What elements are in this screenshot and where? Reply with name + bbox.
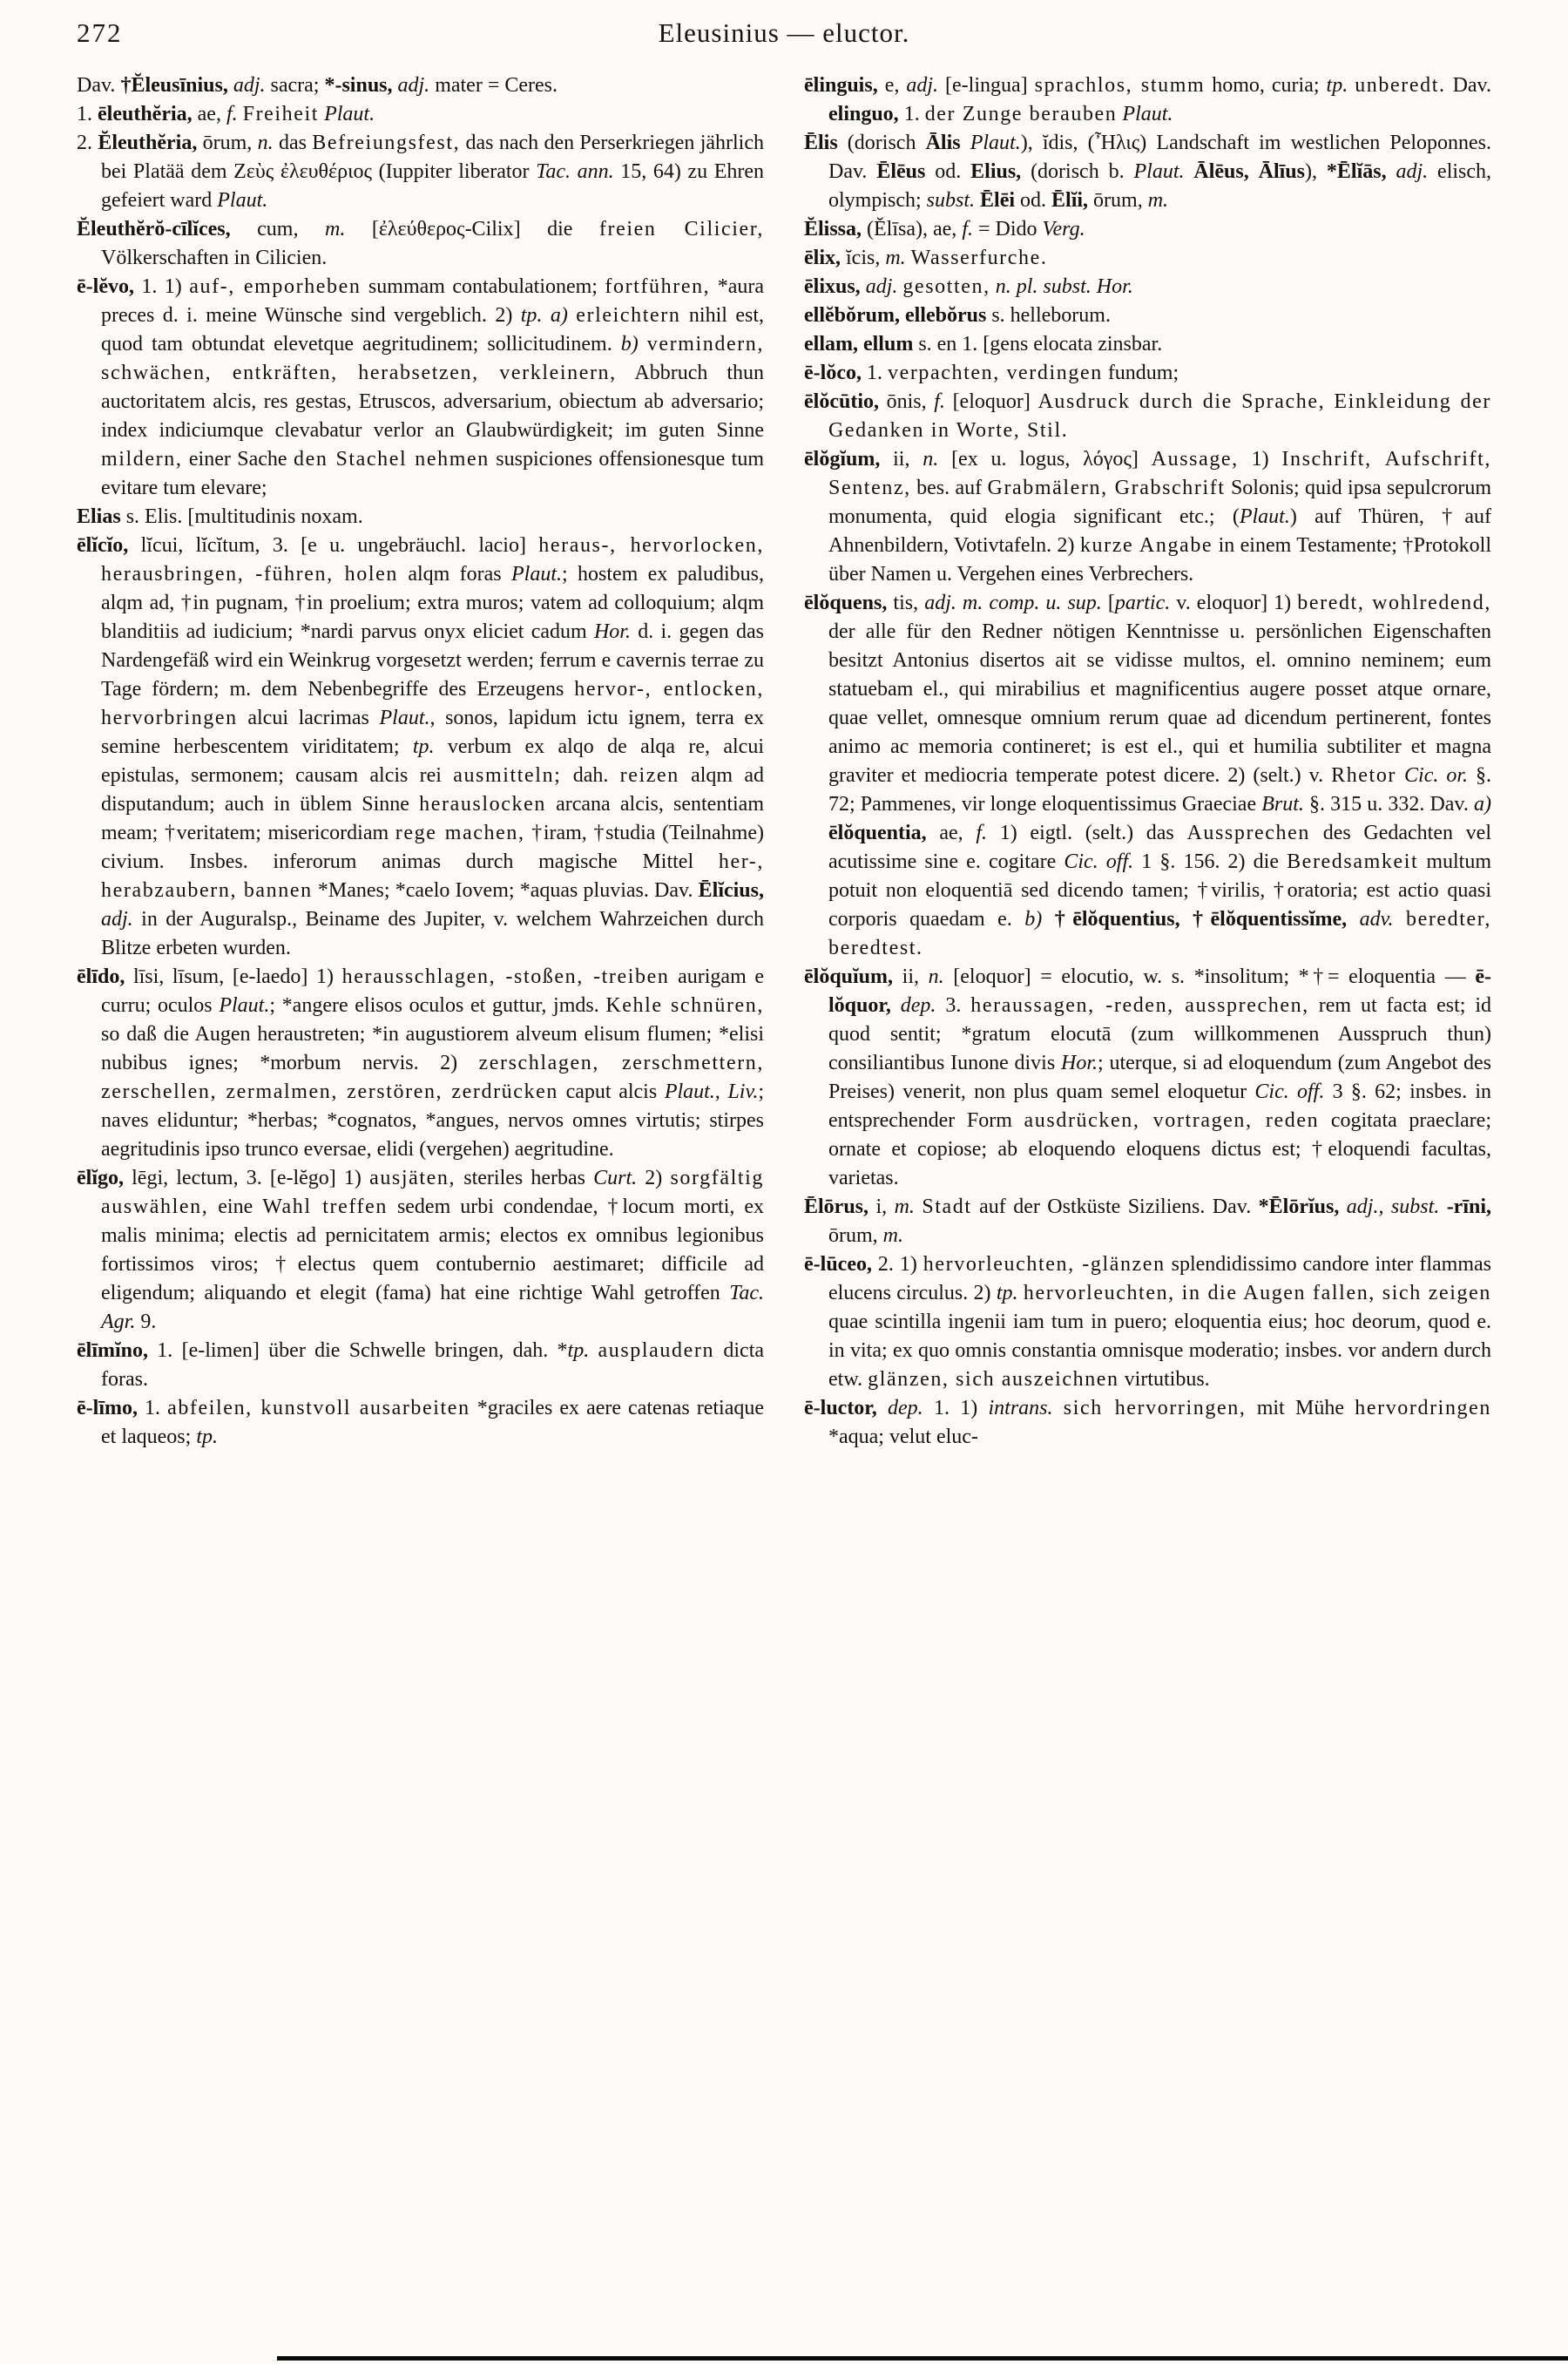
headword-bold-text: Ēlōrus, [804, 1196, 869, 1218]
grammar-italic-text: Brut. [1261, 793, 1304, 816]
headword-bold-text: Elius, [970, 160, 1022, 183]
headword-bold-text: ēlix, [804, 247, 841, 269]
left-column [77, 71, 764, 2341]
grammar-italic-text: intrans. [988, 1397, 1053, 1419]
headword-bold-text: ēlĭgo, [77, 1167, 124, 1189]
emphasized-gloss-text: auf-, emporheben [189, 275, 362, 298]
grammar-italic-text: b) [1024, 908, 1043, 931]
headword-bold-text: ēlŏquentia, [828, 822, 927, 844]
dictionary-entry: Ĕlissa, (Ĕlīsa), ae, f. = Dido Verg. [804, 218, 1085, 240]
grammar-italic-text: subst. [926, 189, 976, 212]
dictionary-entry: ellam, ellum s. en 1. [gens elocata zinsbar. [804, 333, 1163, 356]
emphasized-gloss-text: reizen [619, 764, 679, 787]
right-column [804, 71, 1491, 2341]
headword-bold-text: -rīni, [1446, 1196, 1491, 1218]
headword-bold-text: ē-lŏquor, [828, 965, 1491, 1017]
emphasized-gloss-text: verpachten, verdingen [887, 362, 1103, 384]
emphasized-gloss-text: ausjäten, [369, 1167, 456, 1189]
grammar-italic-text: adj. [397, 74, 430, 97]
headword-bold-text: ellam, ellum [804, 333, 914, 356]
dictionary-entry: Ēlis (dorisch Ālis Plaut.), ĭdis, (Ἦλις) Landschaft im westlichen Peloponnes. Dav. Ēlēus od. Elius, (dorisch b. Plaut. Ālēus, Ālīus), *Ēlĭās, adj. elisch, olympisch; subst. Ēlēi od. Ēlĭi, ōrum, m. [804, 132, 1491, 212]
emphasized-gloss-text: fortführen, [605, 275, 711, 298]
emphasized-gloss-text: der Zunge berauben [924, 103, 1118, 125]
emphasized-gloss-text: hervorleuchten, in die Augen fallen, sich zeigen [1023, 1282, 1491, 1304]
emphasized-gloss-text: hervor-, entlocken, hervorbringen [101, 678, 764, 729]
emphasized-gloss-text: Wahl treffen [262, 1196, 388, 1218]
dictionary-entry: ēlix, ĭcis, m. Wasserfurche. [804, 247, 1048, 269]
dictionary-entry: ēlĭgo, lēgi, lectum, 3. [e-lĕgo] 1) ausjäten, steriles herbas Curt. 2) sorgfältig auswählen, eine Wahl treffen sedem urbi condendae, †locum morti, ex malis minima; electis ad pernicitatem armis; electos ex omnibus legionibus fortissimos viros; †electus quem contubernio aestimaret; difficile ad eligendum; aliquando et elegit (fama) hat eine richtige Wahl getroffen Tac. Agr. 9. [77, 1167, 764, 1333]
grammar-italic-text: m. [894, 1196, 915, 1218]
emphasized-gloss-text: abfeilen, kunstvoll ausarbeiten [167, 1397, 470, 1419]
dictionary-entry: Ēlōrus, i, m. Stadt auf der Ostküste Siziliens. Dav. *Ēlōrĭus, adj., subst. -rīni, ōrum, m. [804, 1196, 1491, 1247]
grammar-italic-text: Cic. or. [1404, 764, 1469, 787]
dictionary-entry: ēlŏquens, tis, adj. m. comp. u. sup. [partic. v. eloquor] 1) beredt, wohlredend, der alle für den Redner nötigen Kenntnisse u. persönlichen Eigenschaften besitzt Antonius disertos ait se vidisse multos, el. omnino neminem; eum statuebam el., qui mirabilius et magnificentius augere posset atque ornare, quae vellet, omnesque omnium rerum quae ad dicendum pertinerent, fontes animo ac memoria contineret; is est el., qui et humilia subtiliter et magna graviter et mediocria temperate potest dicere. 2) (selt.) v. Rhetor Cic. or. §. 72; Pammenes, vir longe eloquentissimus Graeciae Brut. §. 315 u. 332. Dav. a) ēlŏquentia, ae, f. 1) eigtl. (selt.) das Aussprechen des Gedachten vel acutissime sine e. cogitare Cic. off. 1 §. 156. 2) die Beredsamkeit multum potuit non eloquentiā sed dicendo tamen; †virilis, †oratoria; est actio quasi corporis quaedam e. b) †ēlŏquentius, †ēlŏquentissĭme, adv. beredter, beredtest. [804, 592, 1491, 959]
headword-bold-text: *-sinus, [324, 74, 393, 97]
grammar-italic-text: n. [928, 965, 944, 988]
emphasized-gloss-text: Wasserfurche. [910, 247, 1048, 269]
grammar-italic-text: adv. [1359, 908, 1394, 931]
headword-bold-text: Ĕlissa, [804, 218, 862, 240]
grammar-italic-text: f. [962, 218, 973, 240]
dictionary-entry: ē-lŏco, 1. verpachten, verdingen fundum; [804, 362, 1179, 384]
grammar-italic-text: tp. [1326, 74, 1348, 97]
emphasized-gloss-text: heraussagen, -reden, aussprechen, [970, 994, 1309, 1017]
grammar-italic-text: Curt. [593, 1167, 638, 1189]
headword-bold-text: Ēlĭi, [1051, 189, 1089, 212]
emphasized-gloss-text: mildern, [101, 448, 183, 471]
grammar-italic-text: m. [1147, 189, 1169, 212]
dictionary-entry: ēlīdo, līsi, līsum, [e-laedo] 1) herausschlagen, -stoßen, -treiben aurigam e curru; oculos Plaut.; *angere elisos oculos et guttur, jmds. Kehle schnüren, so daß die Augen heraustreten; *in augustiorem alveum elisum flumen; *elisi nubibus ignes; *morbum nervis. 2) zerschlagen, zerschmettern, zerschellen, zermalmen, zerstören, zerdrücken caput alcis Plaut., Liv.; naves eliduntur; *herbas; *cognatos, *angues, nervos omnes virtutis; stirpes aegritudinis ipso trunco eversae, elidi (vergehen) aegritudine. [77, 965, 764, 1161]
emphasized-gloss-text: kurze Angabe [1079, 534, 1213, 557]
grammar-italic-text: Plaut. [1122, 103, 1173, 125]
dictionary-entry: Ĕleuthĕrŏ-cīlĭces, cum, m. [ἐλεύθερος-Cilix] die freien Cilicier, Völkerschaften in Cilicien. [77, 218, 764, 269]
emphasized-gloss-text: herauslocken [419, 793, 546, 816]
emphasized-gloss-text: vermindern, schwächen, entkräften, herabsetzen, verkleinern, [101, 333, 764, 384]
emphasized-gloss-text: ausmitteln; [453, 764, 562, 787]
text-columns [77, 71, 1491, 2341]
dictionary-entry: ē-lĕvo, 1. 1) auf-, emporheben summam contabulationem; fortführen, *aura preces d. i. meine Wünsche sind vergeblich. 2) tp. a) erleichtern nihil est, quod tam obtundat elevetque aegritudinem; sollicitudinem. b) vermindern, schwächen, entkräften, herabsetzen, verkleinern, Abbruch thun auctoritatem alcis, res gestas, Etruscos, adversarium, obiectum ab adversario; index indiciumque clevabatur verlor an Glaubwürdigkeit; im guten Sinne mildern, einer Sache den Stachel nehmen suspiciones offensionesque tum evitare tum elevare; [77, 275, 764, 499]
grammar-italic-text: adj. [865, 275, 898, 298]
headword-bold-text: ē-lūceo, [804, 1253, 872, 1276]
headword-bold-text: ēlŏquĭum, [804, 965, 894, 988]
grammar-italic-text: n. [257, 132, 274, 154]
grammar-italic-text: b) [620, 333, 639, 356]
grammar-italic-text: m. [324, 218, 346, 240]
emphasized-gloss-text: Befreiungsfest, [312, 132, 461, 154]
emphasized-gloss-text: sorgfältig auswählen, [101, 1167, 764, 1218]
grammar-italic-text: adj. [101, 908, 133, 931]
emphasized-gloss-text: gesotten, [902, 275, 990, 298]
emphasized-gloss-text: Beredsamkeit [1287, 850, 1419, 873]
grammar-italic-text: adj. [906, 74, 939, 97]
emphasized-gloss-text: zerschlagen, zerschmettern, zerschellen, zermalmen, zerstören, zerdrücken [101, 1052, 764, 1103]
dictionary-entry: Dav. †Ĕleusīnius, adj. sacra; *-sinus, adj. mater = Ceres. [77, 74, 558, 97]
emphasized-gloss-text: Grabmälern, Grabschrift [987, 477, 1226, 499]
headword-bold-text: Ālēus, Ālīus [1193, 160, 1305, 183]
emphasized-gloss-text: den Stachel nehmen [293, 448, 490, 471]
grammar-italic-text: m. [885, 247, 906, 269]
dictionary-entry: Elias s. Elis. [multitudinis noxam. [77, 505, 363, 528]
grammar-italic-text: Plaut. [379, 707, 430, 729]
emphasized-gloss-text: Aussage, [1151, 448, 1239, 471]
emphasized-gloss-text: ausplaudern [598, 1339, 715, 1362]
headword-bold-text: ēlŏgĭum, [804, 448, 881, 471]
emphasized-gloss-text: Freiheit [242, 103, 320, 125]
grammar-italic-text: Plaut. [217, 189, 268, 212]
grammar-italic-text: Cic. off. [1064, 850, 1134, 873]
grammar-italic-text: Verg. [1042, 218, 1085, 240]
grammar-italic-text: n. [923, 448, 939, 471]
emphasized-gloss-text: heraus-, hervorlocken, herausbringen, -führen, holen [101, 534, 764, 586]
dictionary-entry: 2. Ĕleuthĕria, ōrum, n. das Befreiungsfest, das nach den Perserkriegen jährlich bei Platää dem Ζεὺς ἐλευθέριος (Iuppiter liberator Tac. ann. 15, 64) zu Ehren gefeiert ward Plaut. [77, 132, 764, 212]
headword-bold-text: Ēlēus [876, 160, 926, 183]
emphasized-gloss-text: Aussprechen [1186, 822, 1311, 844]
dictionary-entry: ēlīmĭno, 1. [e-limen] über die Schwelle bringen, dah. *tp. ausplaudern dicta foras. [77, 1339, 764, 1391]
emphasized-gloss-text: hervordringen [1355, 1397, 1491, 1419]
headword-bold-text: ēlĭcĭo, [77, 534, 129, 557]
headword-bold-text: *Ēlōrĭus, [1258, 1196, 1340, 1218]
emphasized-gloss-text: unberedt. [1355, 74, 1446, 97]
grammar-italic-text: Plaut. [1239, 505, 1290, 528]
headword-bold-text: ēlīdo, [77, 965, 125, 988]
grammar-italic-text: Hor. [1060, 1052, 1098, 1074]
emphasized-gloss-text: ausdrücken, vortragen, reden [1024, 1109, 1320, 1132]
headword-bold-text: †Ĕleusīnius, [120, 74, 228, 97]
grammar-italic-text: Plaut. [324, 103, 375, 125]
headword-bold-text: ēlixus, [804, 275, 861, 298]
grammar-italic-text: f. [976, 822, 988, 844]
dictionary-entry: ē-lūceo, 2. 1) hervorleuchten, -glänzen splendidissimo candore inter flammas elucens circulus. 2) tp. hervorleuchten, in die Augen fallen, sich zeigen quae scintilla ingenii iam tum in puero; eloquentia eius; hoc deorum, quod e. in vita; ex quo omnis constantia omnisque moderatio; insbes. vor andern durch etw. glänzen, sich auszeichnen virtutibus. [804, 1253, 1491, 1391]
emphasized-gloss-text: beredter, beredtest. [828, 908, 1491, 959]
headword-bold-text: ellĕbŏrum, ellebŏrus [804, 304, 987, 327]
headword-bold-text: Ĕleuthĕria, [98, 132, 198, 154]
grammar-italic-text: tp. [196, 1426, 218, 1448]
emphasized-gloss-text: her-, herabzaubern, bannen [101, 850, 764, 902]
headword-bold-text: ēleuthĕria, [98, 103, 193, 125]
headword-bold-text: Ālis [925, 132, 961, 154]
headword-bold-text: ē-lŏco, [804, 362, 862, 384]
grammar-italic-text: adj. [1396, 160, 1429, 183]
grammar-italic-text: tp. a) [520, 304, 568, 327]
page-number: 272 [77, 17, 123, 48]
emphasized-gloss-text: rege machen, [395, 822, 525, 844]
headword-bold-text: †ēlŏquentius, †ēlŏquentissĭme, [1054, 908, 1348, 931]
headword-bold-text: Ĕleuthĕrŏ-cīlĭces, [77, 218, 231, 240]
emphasized-gloss-text: Kehle schnüren, [605, 994, 764, 1017]
grammar-italic-text: Plaut. [510, 563, 562, 586]
emphasized-gloss-text: beredt, wohlredend, [1297, 592, 1491, 614]
headword-bold-text: ēlinguis, [804, 74, 878, 97]
grammar-italic-text: Cic. off. [1254, 1080, 1325, 1103]
grammar-italic-text: partic. [1114, 592, 1171, 614]
headword-bold-text: Ēlis [804, 132, 838, 154]
emphasized-gloss-text: sich hervorringen, [1063, 1397, 1247, 1419]
dictionary-entry: ēlŏquĭum, ii, n. [eloquor] = elocutio, w. s. *insolitum; *†= eloquentia — ē-lŏquor, dep. 3. heraussagen, -reden, aussprechen, rem ut facta est; id quod sentit; *gratum elocutā (zum willkommenen Ausspruch thun) consiliantibus Iunone divis Hor.; uterque, si ad eloquendum (zum Angebot des Preises) venerit, non plus quam semel eloquetur Cic. off. 3 §. 62; insbes. in entsprechender Form ausdrücken, vortragen, reden cogitata praeclare; ornate et copiose; ab eloquendo eloquens dictus est; †eloquendi facultas, varietas. [804, 965, 1491, 1189]
grammar-italic-text: dep. [900, 994, 936, 1017]
grammar-italic-text: n. pl. subst. Hor. [995, 275, 1133, 298]
dictionary-entry: ē-līmo, 1. abfeilen, kunstvoll ausarbeiten *graciles ex aere catenas retiaque et laqueos; tp. [77, 1397, 764, 1448]
grammar-italic-text: Tac. Agr. [101, 1282, 764, 1333]
headword-bold-text: ē-lĕvo, [77, 275, 134, 298]
grammar-italic-text: f. [934, 390, 945, 413]
dictionary-entry: ēlinguis, e, adj. [e-lingua] sprachlos, stumm homo, curia; tp. unberedt. Dav. elinguo, 1. der Zunge berauben Plaut. [804, 74, 1491, 125]
dictionary-entry: ēlŏcūtio, ōnis, f. [eloquor] Ausdruck durch die Sprache, Einkleidung der Gedanken in Worte, Stil. [804, 390, 1491, 442]
grammar-italic-text: adj. [233, 74, 266, 97]
headword-bold-text: ēlŏcūtio, [804, 390, 879, 413]
headword-bold-text: Ēlēi [980, 189, 1016, 212]
grammar-italic-text: m. [882, 1224, 904, 1247]
emphasized-gloss-text: sprachlos, stumm [1034, 74, 1206, 97]
emphasized-gloss-text: hervorleuchten, -glänzen [923, 1253, 1166, 1276]
grammar-italic-text: Plaut. [970, 132, 1021, 154]
bottom-edge-line [277, 2356, 1568, 2361]
grammar-italic-text: Plaut. [219, 994, 270, 1017]
headword-bold-text: Elias [77, 505, 121, 528]
emphasized-gloss-text: Ausdruck durch die Sprache, Einkleidung der Gedanken in Worte, Stil. [828, 390, 1491, 442]
dictionary-entry [804, 273, 1491, 301]
emphasized-gloss-text: Inschrift, Aufschrift, Sentenz, [828, 448, 1491, 499]
headword-bold-text: Ēlĭcius, [698, 879, 764, 902]
grammar-italic-text: adj. m. comp. u. sup. [924, 592, 1102, 614]
grammar-italic-text: tp. [996, 1282, 1018, 1304]
headword-bold-text: ēlīmĭno, [77, 1339, 148, 1362]
emphasized-gloss-text: erleichtern [576, 304, 681, 327]
running-title: Eleusinius — eluctor. [658, 17, 910, 48]
headword-bold-text: *Ēlĭās, [1326, 160, 1387, 183]
emphasized-gloss-text: freien Cilicier, [598, 218, 764, 240]
grammar-italic-text: Hor. [593, 620, 631, 643]
grammar-italic-text: Plaut., Liv. [664, 1080, 759, 1103]
grammar-italic-text: adj., subst. [1346, 1196, 1440, 1218]
grammar-italic-text: tp. [412, 735, 435, 758]
grammar-italic-text: tp. [567, 1339, 590, 1362]
headword-bold-text: ēlŏquens, [804, 592, 888, 614]
grammar-italic-text: dep. [888, 1397, 923, 1419]
grammar-italic-text: Tac. ann. [536, 160, 614, 183]
headword-bold-text: ē-luctor, [804, 1397, 877, 1419]
grammar-italic-text: Plaut. [1133, 160, 1185, 183]
emphasized-gloss-text: herausschlagen, -stoßen, -treiben [341, 965, 670, 988]
emphasized-gloss-text: Stadt [922, 1196, 972, 1218]
headword-bold-text: elinguo, [828, 103, 899, 125]
dictionary-entry: ēlŏgĭum, ii, n. [ex u. logus, λόγος] Aussage, 1) Inschrift, Aufschrift, Sentenz, bes. auf Grabmälern, Grabschrift Solonis; quid ipsa sepulcrorum monumenta, quid elogia significant etc.; (Plaut.) auf Thüren, †auf Ahnenbildern, Votivtafeln. 2) kurze Angabe in einem Testamente; †Protokoll über Namen u. Vergehen eines Verbrechers. [804, 448, 1491, 586]
page-header [77, 17, 1491, 58]
grammar-italic-text: a) [1474, 793, 1491, 816]
emphasized-gloss-text: Rhetor [1331, 764, 1397, 787]
dictionary-entry: ēlĭcĭo, lĭcui, lĭcĭtum, 3. [e u. ungebräuchl. lacio] heraus-, hervorlocken, herausbringen, -führen, holen alqm foras Plaut.; hostem ex paludibus, alqm ad, †in pugnam, †in proelium; extra muros; vatem ad colloquium; alqm blanditiis ad iudicium; *nardi parvus onyx eliciet cadum Hor. d. i. gegen das Nardengefäß wird ein Weinkrug vorgesetzt werden; ferrum e cavernis terrae zu Tage fördern; m. dem Nebenbegriffe des Erzeugens hervor-, entlocken, hervorbringen alcui lacrimas Plaut., sonos, lapidum ictu ignem, terra ex semine herbescentem viriditatem; tp. verbum ex alqo de alqa re, alcui epistulas, sermonem; causam alcis rei ausmitteln; dah. reizen alqm ad disputandum; auch in üblem Sinne herauslocken arcana alcis, sententiam meam; †veritatem; misericordiam rege machen, †iram, †studia (Teilnahme) civium. Insbes. inferorum animas durch magische Mittel her-, herabzaubern, bannen *Manes; *caelo Iovem; *aquas pluvias. Dav. Ēlĭcius, adj. in der Auguralsp., Beiname des Jupiter, v. welchem Wahrzeichen durch Blitze erbeten wurden. [77, 534, 764, 959]
grammar-italic-text: f. [226, 103, 238, 125]
emphasized-gloss-text: glänzen, sich auszeichnen [868, 1368, 1119, 1391]
dictionary-entry: 1. ēleuthĕria, ae, f. Freiheit Plaut. [77, 103, 375, 125]
headword-bold-text: ē-līmo, [77, 1397, 138, 1419]
dictionary-entry: ē-luctor, dep. 1. 1) intrans. sich hervorringen, mit Mühe hervordringen *aqua; velut eluc- [804, 1397, 1491, 1448]
dictionary-entry: ellĕbŏrum, ellebŏrus s. helleborum. [804, 304, 1111, 327]
